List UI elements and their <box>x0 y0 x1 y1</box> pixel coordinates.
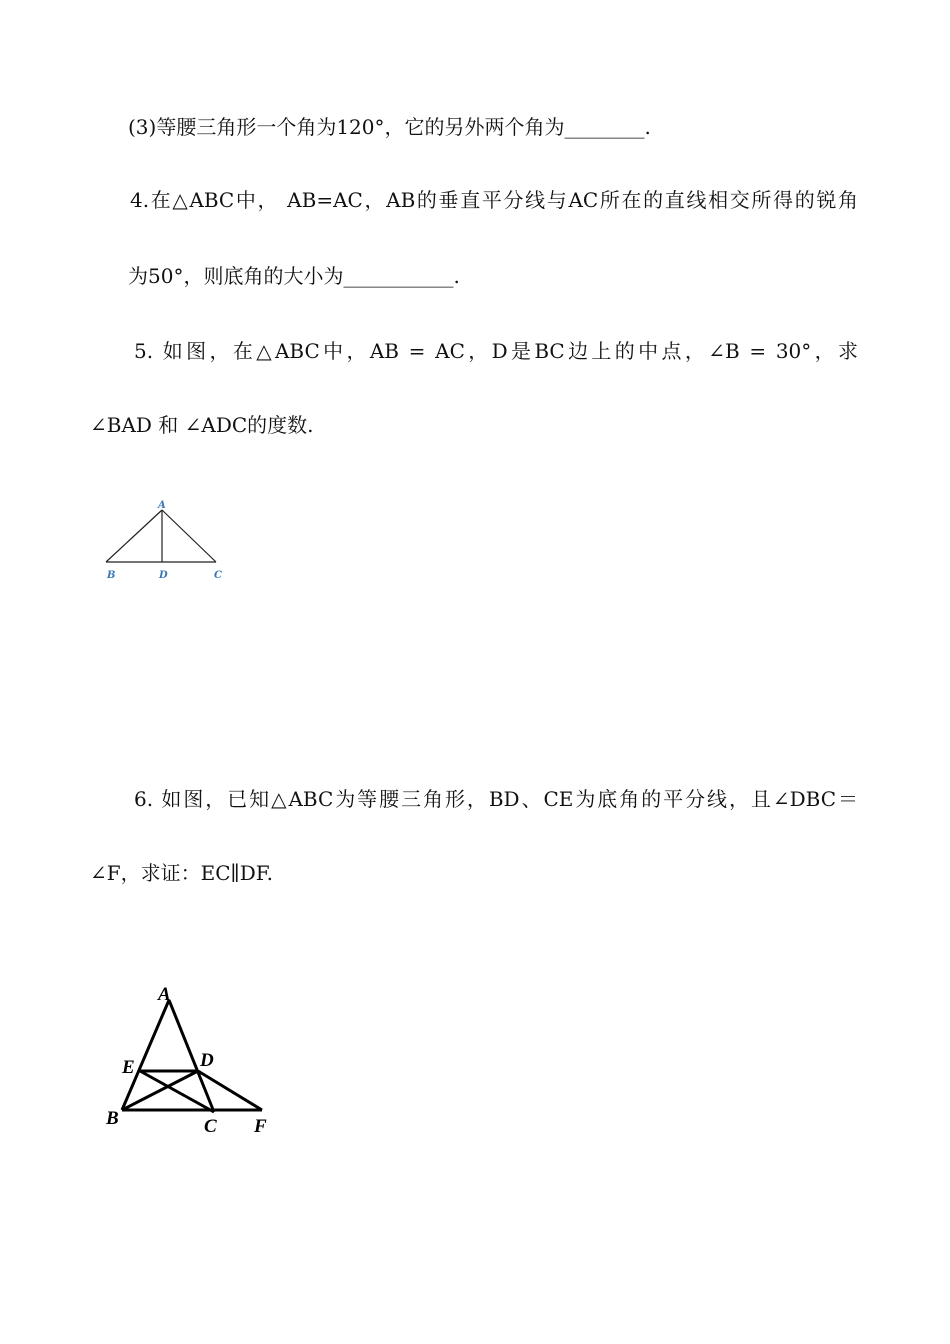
q5-label-d: D <box>159 570 168 581</box>
q4-line1: 4.在△ABC中， AB=AC，AB的垂直平分线与AC所在的直线相交所得的锐角 <box>130 188 858 212</box>
q6-line2: ∠F，求证：EC∥DF. <box>90 861 273 885</box>
q6-line1: 6. 如图，已知△ABC为等腰三角形，BD、CE为底角的平分线，且∠DBC＝ <box>134 787 858 811</box>
q6-label-f: F <box>254 1116 267 1137</box>
q6-figure <box>100 980 290 1140</box>
q5-figure <box>100 496 230 586</box>
q6-seg-df <box>198 1071 262 1110</box>
q5-label-a: A <box>158 500 166 511</box>
q6-label-a: A <box>158 984 171 1005</box>
q6-seg-ec <box>140 1071 214 1112</box>
q6-label-e: E <box>122 1057 135 1078</box>
q5-label-b: B <box>107 570 116 581</box>
q6-label-c: C <box>204 1116 217 1137</box>
q5-line1: 5. 如图，在△ABC中，AB = AC，D是BC边上的中点，∠B = 30°，求 <box>134 339 858 363</box>
q6-seg-ab <box>122 1000 169 1110</box>
q5-label-c: C <box>214 570 222 581</box>
q4-line2: 为50°，则底角的大小为___________. <box>128 264 460 288</box>
q5-line2: ∠BAD 和 ∠ADC的度数. <box>90 413 314 437</box>
q6-label-b: B <box>106 1108 119 1129</box>
q5-seg-ac <box>162 510 216 562</box>
q3-text: (3)等腰三角形一个角为120°，它的另外两个角为________. <box>128 115 651 139</box>
q5-seg-ab <box>106 510 162 562</box>
q6-label-d: D <box>200 1050 214 1071</box>
